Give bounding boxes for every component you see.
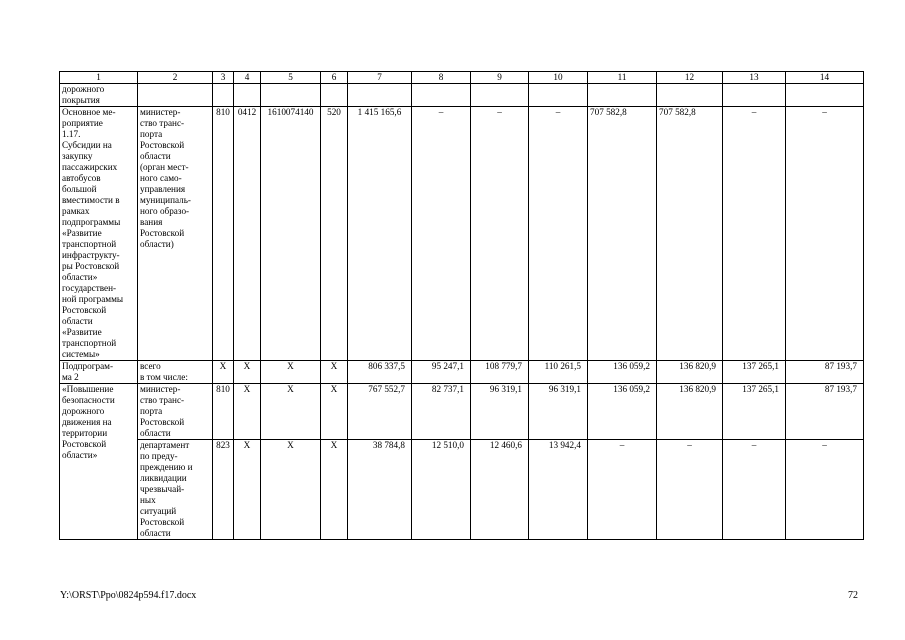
table-cell: – [412, 107, 471, 361]
table-cell: 108 779,7 [471, 361, 529, 384]
page-number: 72 [848, 590, 858, 601]
table-cell: 823 [213, 440, 234, 540]
header-cell: 9 [471, 72, 529, 84]
table-cell [321, 84, 348, 107]
table-cell: 110 261,5 [529, 361, 588, 384]
header-cell: 7 [348, 72, 412, 84]
header-cell: 14 [786, 72, 864, 84]
table-cell: 96 319,1 [471, 384, 529, 440]
table-cell: X [321, 361, 348, 384]
table-cell: 137 265,1 [723, 384, 786, 440]
table-cell: – [786, 107, 864, 361]
table-cell: 810 [213, 107, 234, 361]
header-cell: 8 [412, 72, 471, 84]
table-row-emergency-department [60, 440, 864, 540]
table-cell: дорожного покрытия [60, 84, 138, 107]
header-row [60, 72, 864, 84]
table-cell: 136 059,2 [588, 361, 657, 384]
table-cell [588, 84, 657, 107]
table-cell: Подпрограм- ма 2 [60, 361, 138, 384]
header-cell: 2 [138, 72, 213, 84]
table-cell: 12 460,6 [471, 440, 529, 540]
table-cell: 707 582,8 [657, 107, 723, 361]
header-cell: 1 [60, 72, 138, 84]
table-cell: – [471, 107, 529, 361]
table-cell: 12 510,0 [412, 440, 471, 540]
table-cell [412, 84, 471, 107]
table-cell: 810 [213, 384, 234, 440]
table-cell [471, 84, 529, 107]
table-row-subprogram-total [60, 361, 864, 384]
table-cell: «Повышение безопасности дорожного движения на территории Ростовской области» [60, 384, 138, 540]
header-cell: 4 [234, 72, 261, 84]
table-cell: всего в том числе: [138, 361, 213, 384]
table-cell: – [529, 107, 588, 361]
header-cell: 3 [213, 72, 234, 84]
table-cell: 95 247,1 [412, 361, 471, 384]
table-cell: 1610074140 [261, 107, 321, 361]
table-row-main-event [60, 107, 864, 361]
table-cell [234, 84, 261, 107]
table-cell: – [657, 440, 723, 540]
table-cell: 1 415 165,6 [348, 107, 412, 361]
table-cell: X [261, 361, 321, 384]
table-cell: – [588, 440, 657, 540]
table-cell: X [261, 440, 321, 540]
table-cell: 87 193,7 [786, 384, 864, 440]
table-cell [138, 84, 213, 107]
table-cell: 806 337,5 [348, 361, 412, 384]
table-cell: 96 319,1 [529, 384, 588, 440]
file-path-footer: Y:\ORST\Ppo\0824p594.f17.docx [60, 590, 197, 601]
header-cell: 5 [261, 72, 321, 84]
table-cell: X [234, 440, 261, 540]
header-cell: 6 [321, 72, 348, 84]
table-cell: 38 784,8 [348, 440, 412, 540]
header-cell: 12 [657, 72, 723, 84]
table-cell: X [234, 384, 261, 440]
table-cell: – [723, 107, 786, 361]
table-cell [261, 84, 321, 107]
table-cell [529, 84, 588, 107]
table-cell: 0412 [234, 107, 261, 361]
table-cell: X [321, 384, 348, 440]
table-cell: 136 059,2 [588, 384, 657, 440]
table-cell: X [213, 361, 234, 384]
header-cell: 11 [588, 72, 657, 84]
table-cell [213, 84, 234, 107]
table-cell: 137 265,1 [723, 361, 786, 384]
table-cell: 520 [321, 107, 348, 361]
table-cell: 767 552,7 [348, 384, 412, 440]
table-cell: 136 820,9 [657, 384, 723, 440]
header-cell: 10 [529, 72, 588, 84]
table-cell: 136 820,9 [657, 361, 723, 384]
table-cell: 707 582,8 [588, 107, 657, 361]
table-cell: – [723, 440, 786, 540]
table-row-ministry [60, 384, 864, 440]
table-cell: – [786, 440, 864, 540]
table-row-continuation [60, 84, 864, 107]
table-cell: 87 193,7 [786, 361, 864, 384]
table-cell [348, 84, 412, 107]
table-cell: 13 942,4 [529, 440, 588, 540]
header-cell: 13 [723, 72, 786, 84]
table-cell: департамент по преду- преждению и ликвидации чрезвычай- ных ситуаций Ростовской области [138, 440, 213, 540]
table-cell: Основное ме- роприятие 1.17. Субсидии на закупку пассажирских автобусов большой вместимости в рамках подпрограммы «Развитие транспортной инфраструкту- ры Ростовской области» государствен- ной программы Ростовской области «Развитие транспортной системы» [60, 107, 138, 361]
table-cell: X [234, 361, 261, 384]
table-cell: X [261, 384, 321, 440]
table-cell: министер- ство транс- порта Ростовской области [138, 384, 213, 440]
table-cell [723, 84, 786, 107]
document-table [59, 71, 864, 540]
table-cell: 82 737,1 [412, 384, 471, 440]
table-cell: министер- ство транс- порта Ростовской области (орган мест- ного само- управления муниципаль- ного образо- вания Ростовской области) [138, 107, 213, 361]
table-cell: X [321, 440, 348, 540]
table-cell [657, 84, 723, 107]
table-cell [786, 84, 864, 107]
